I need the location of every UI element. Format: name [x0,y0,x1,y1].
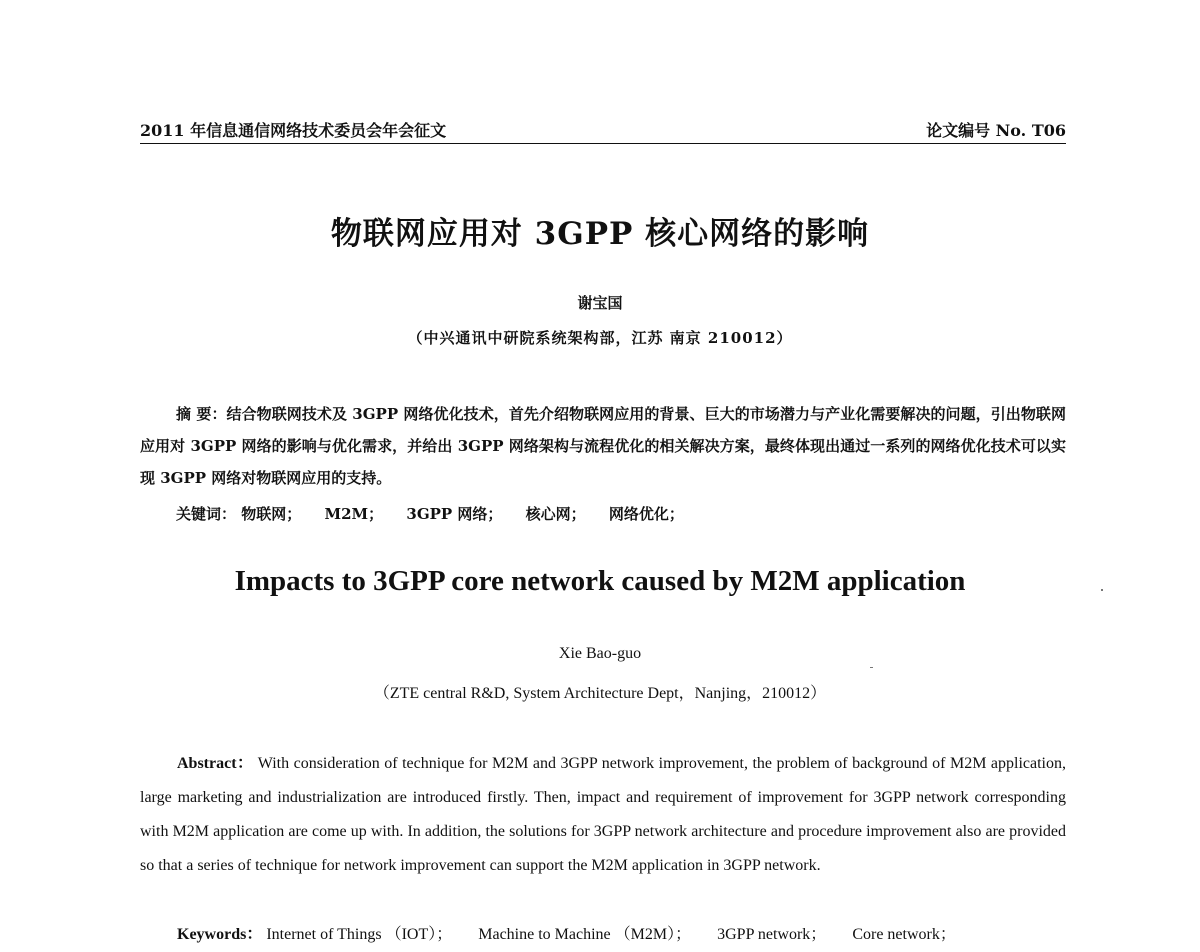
page-header [140,118,1066,145]
english-abstract [140,747,1066,883]
chinese-keyword: 核心网； [525,505,586,523]
scan-speck [870,667,873,668]
english-keywords-label: Keywords： [177,926,263,943]
scan-speck [1101,589,1103,591]
english-keyword: 3GPP network； [717,926,827,943]
english-title: Impacts to 3GPP core network caused by M2M application [234,565,966,597]
english-keyword: Internet of Things （IOT）； [266,926,453,943]
english-abstract-label: Abstract： [177,755,254,772]
english-keyword: Core network； [852,926,956,943]
chinese-affiliation: （中兴通讯中研院系统架构部，江苏 南京 210012） [407,329,793,347]
english-keywords [177,921,1066,944]
chinese-keywords-label: 关键词： [176,505,237,523]
chinese-keyword: 物联网； [241,505,302,523]
chinese-keyword: 3GPP 网络； [406,505,503,523]
english-author: Xie Bao-guo [558,645,642,662]
english-keyword: Machine to Machine （M2M）； [478,926,692,943]
english-affiliation: （ZTE central R&D, System Architecture Dept，Nanjing，210012） [373,685,827,702]
chinese-abstract-label: 摘 要： [176,405,227,423]
header-rule [140,143,1066,144]
chinese-keyword: 网络优化； [608,505,684,523]
english-abstract-text: With consideration of technique for M2M and 3GPP network improvement, the problem of background of M2M application, large marketing and industrialization are introduced firstly. Then, impact and requirement of improvement for 3GPP network corresponding with M2M application are come up with. In addition, the solutions for 3GPP network architecture and procedure improvement also are provided so that a series of technique for network improvement can support the M2M application in 3GPP network. [140,755,1067,874]
header-conference: 2011 年信息通信网络技术委员会年会征文 [140,121,447,140]
chinese-title: 物联网应用对 3GPP 核心网络的影响 [330,216,870,252]
chinese-keywords [176,503,1066,524]
chinese-abstract-text: 结合物联网技术及 3GPP 网络优化技术，首先介绍物联网应用的背景、巨大的市场潜力与产业化需要解决的问题，引出物联网应用对 3GPP 网络的影响与优化需求，并给出 3GPP 网络架构与流程优化的相关解决方案，最终体现出通过一系列的网络优化技术可以实现 3GPP 网络对物联网应用的支持。 [140,405,1066,487]
chinese-author: 谢宝国 [577,294,623,312]
chinese-keyword: M2M； [324,505,384,523]
chinese-abstract [140,398,1066,494]
header-paper-number: 论文编号 No. T06 [926,121,1066,140]
